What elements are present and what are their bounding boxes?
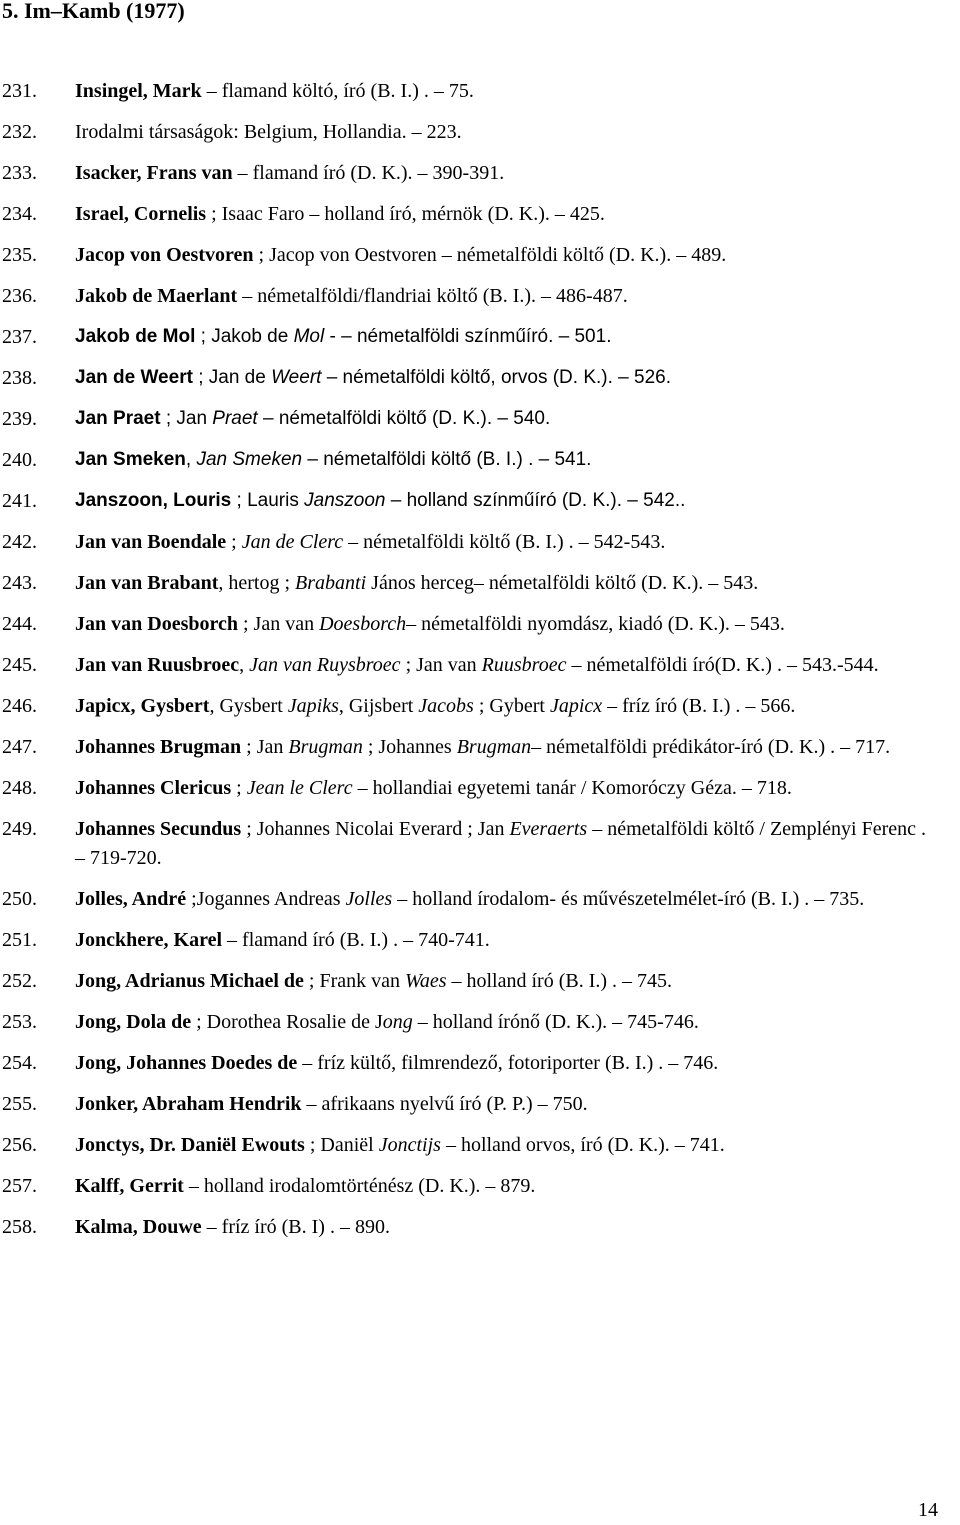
entry-description: – flamand író (B. I.) . – 740-741.	[222, 928, 490, 951]
entry-number: 242.	[2, 531, 37, 553]
entry-number: 231.	[2, 80, 37, 102]
list-item	[0, 77, 960, 106]
entry-text	[75, 967, 960, 996]
entry-alias: Jan Smeken	[196, 449, 303, 470]
entry-description: ; Frank van	[303, 969, 406, 992]
entry-description: ;	[226, 531, 242, 553]
list-item	[0, 405, 960, 434]
entry-alias: Weert	[271, 367, 322, 388]
entry-description: ; Jan	[160, 408, 213, 429]
entry-description: – holland színműíró (D. K.). – 542..	[385, 490, 686, 511]
entry-description: – németalföldi költő / Zemplényi Ferenc . – 719-720.	[75, 818, 927, 869]
entry-number: 234.	[2, 203, 37, 225]
list-item	[0, 159, 960, 188]
entry-description: Irodalmi társaságok: Belgium, Hollandia. – 223.	[75, 121, 462, 143]
entry-alias: Ruusbroec	[481, 654, 567, 676]
entry-text	[75, 241, 960, 270]
entry-description: – németalföldi/flandriai költő (B. I.). – 486-487.	[237, 285, 628, 307]
entry-description: ; Jan van	[238, 613, 320, 635]
entry-text	[75, 487, 960, 516]
entry-description: , hertog ;	[218, 572, 296, 594]
entry-name: Kalff, Gerrit	[75, 1174, 184, 1197]
entry-alias: Jacobs	[418, 695, 474, 717]
entry-number: 254.	[2, 1051, 37, 1074]
list-item	[0, 487, 960, 516]
list-item	[0, 774, 960, 803]
entry-description: ; Johannes	[362, 736, 457, 758]
entry-text	[75, 1213, 960, 1242]
entry-name: Jan Praet	[75, 408, 161, 429]
entry-description: ; Daniël	[304, 1133, 379, 1156]
entry-text	[75, 774, 960, 803]
entry-number: 257.	[2, 1174, 37, 1197]
entry-text	[75, 1172, 960, 1201]
entry-name: Jan Smeken	[75, 449, 186, 470]
entry-description: – afrikaans nyelvű író (P. P.) – 750.	[301, 1092, 588, 1115]
entry-number: 250.	[2, 887, 37, 910]
entry-description: – németalföldi nyomdász, kiadó (D. K.). – 543.	[406, 613, 785, 635]
entry-name: Jan van Boendale	[75, 531, 227, 553]
entry-text	[75, 159, 960, 188]
list-item	[0, 967, 960, 996]
entry-text	[75, 364, 960, 393]
entry-description: , Gysbert	[209, 695, 288, 717]
entry-number: 256.	[2, 1133, 37, 1156]
list-item	[0, 1213, 960, 1242]
entry-alias: ong	[382, 1010, 413, 1033]
entry-number: 233.	[2, 162, 37, 184]
list-item	[0, 1131, 960, 1160]
entry-number: 237.	[2, 326, 37, 348]
entry-name: Jakob de Maerlant	[75, 285, 238, 307]
entry-name: Jan van Ruusbroec	[75, 654, 240, 676]
entry-description: – fríz kültő, filmrendező, fotoriporter (B. I.) . – 746.	[297, 1051, 719, 1074]
entry-text	[75, 528, 960, 557]
entry-text	[75, 926, 960, 955]
entry-alias: Mol	[293, 326, 325, 347]
entry-description: ,	[185, 449, 197, 470]
entry-description: ; Gybert	[473, 695, 550, 717]
entry-description: – németalföldi költő (B. I.) . – 541.	[302, 449, 592, 470]
entry-name: Jan van Brabant	[75, 572, 219, 594]
entry-text	[75, 118, 960, 147]
entry-description: – fríz író (B. I) . – 890.	[201, 1215, 390, 1238]
list-item	[0, 200, 960, 229]
entry-name: Jonker, Abraham Hendrik	[75, 1092, 302, 1115]
list-item	[0, 733, 960, 762]
entry-alias: Japicx	[549, 695, 603, 717]
entry-description: ;Jogannes Andreas	[186, 887, 346, 910]
entry-text	[75, 77, 960, 106]
entry-alias: Praet	[212, 408, 258, 429]
entry-alias: Jolles	[345, 887, 393, 910]
entry-description: – holland író (B. I.) . – 745.	[446, 969, 673, 992]
entry-description: ; Jan de	[192, 367, 272, 388]
entry-text	[75, 815, 960, 872]
entry-number: 253.	[2, 1010, 37, 1033]
entry-description: ; Johannes Nicolai Everard ; Jan	[241, 818, 510, 840]
list-item	[0, 118, 960, 147]
list-item	[0, 885, 960, 914]
entry-name: Johannes Brugman	[75, 736, 242, 758]
section-title: 5. Im–Kamb (1977)	[2, 0, 185, 23]
entry-number: 252.	[2, 969, 37, 992]
entry-number: 235.	[2, 244, 37, 266]
entry-description: ;	[231, 777, 247, 799]
entry-name: Jan de Weert	[75, 367, 193, 388]
entry-description: – németalföldi prédikátor-író (D. K.) . – 717.	[531, 736, 891, 758]
list-item	[0, 446, 960, 475]
list-item	[0, 364, 960, 393]
entry-description: – hollandiai egyetemi tanár / Komoróczy Géza. – 718.	[352, 777, 792, 799]
entry-number: 239.	[2, 408, 37, 430]
list-item	[0, 1172, 960, 1201]
entry-text	[75, 692, 960, 721]
entry-alias: Jonctijs	[378, 1133, 441, 1156]
entry-text	[75, 446, 960, 475]
entry-text	[75, 651, 960, 680]
entry-description: ; Jan	[241, 736, 289, 758]
entry-text	[75, 1131, 960, 1160]
entry-number: 241.	[2, 490, 37, 512]
entry-description: – flamand költó, író (B. I.) . – 75.	[201, 80, 474, 102]
list-item	[0, 1090, 960, 1119]
entry-name: Janszoon, Louris	[75, 490, 232, 511]
entry-description: János herceg– németalföldi költő (D. K.). – 543.	[366, 572, 759, 594]
entry-number: 249.	[2, 818, 37, 840]
entry-number: 243.	[2, 572, 37, 594]
entry-alias: Jan van Ruysbroec	[249, 654, 401, 676]
entry-name: Kalma, Douwe	[75, 1215, 202, 1238]
entry-description: – holland irodalomtörténész (D. K.). – 879.	[183, 1174, 536, 1197]
entry-description: – flamand író (D. K.). – 390-391.	[232, 162, 505, 184]
list-item	[0, 241, 960, 270]
entry-text	[75, 323, 960, 352]
entry-text	[75, 885, 960, 914]
entry-name: Insingel, Mark	[75, 80, 202, 102]
entry-name: Jong, Adrianus Michael de	[75, 969, 304, 992]
entry-text	[75, 405, 960, 434]
entry-text	[75, 610, 960, 639]
entry-name: Jong, Johannes Doedes de	[75, 1051, 298, 1074]
entry-alias: Janszoon	[304, 490, 386, 511]
entry-number: 232.	[2, 121, 37, 143]
entry-description: – németalföldi költő, orvos (D. K.). – 526.	[321, 367, 671, 388]
entry-description: , Gijsbert	[338, 695, 419, 717]
entry-alias: Waes	[405, 969, 447, 992]
entry-description: – holland írónő (D. K.). – 745-746.	[412, 1010, 699, 1033]
entry-number: 247.	[2, 736, 37, 758]
entry-text	[75, 1049, 960, 1078]
entry-description: – németalföldi költő (D. K.). – 540.	[257, 408, 551, 429]
entry-name: Johannes Clericus	[75, 777, 232, 799]
entry-name: Jonctys, Dr. Daniël Ewouts	[75, 1133, 305, 1156]
entry-alias: Brugman	[456, 736, 532, 758]
entry-description: – németalföldi író(D. K.) . – 543.-544.	[566, 654, 879, 676]
entry-name: Jonckhere, Karel	[75, 928, 223, 951]
entry-number: 251.	[2, 928, 37, 951]
entry-description: – fríz író (B. I.) . – 566.	[602, 695, 796, 717]
entry-name: Jan van Doesborch	[75, 613, 238, 635]
entry-text	[75, 282, 960, 311]
entry-description: - – németalföldi színműíró. – 501.	[324, 326, 612, 347]
entry-description: – holland orvos, író (D. K.). – 741.	[440, 1133, 725, 1156]
entry-number: 245.	[2, 654, 37, 676]
entry-alias: Jan de Clerc	[241, 531, 344, 553]
entry-alias: Brugman	[288, 736, 363, 758]
entry-alias: Brabanti	[295, 572, 367, 594]
list-item	[0, 569, 960, 598]
entry-description: ; Jakob de	[195, 326, 294, 347]
entry-number: 246.	[2, 695, 37, 717]
entry-name: Israel, Cornelis	[75, 203, 207, 225]
entry-alias: Everaerts	[509, 818, 588, 840]
entry-number: 255.	[2, 1092, 37, 1115]
entry-description: ,	[239, 654, 250, 676]
entry-text	[75, 200, 960, 229]
entry-description: ; Dorothea Rosalie de J	[191, 1010, 383, 1033]
list-item	[0, 815, 960, 872]
list-item	[0, 926, 960, 955]
list-item	[0, 651, 960, 680]
entry-alias: Doesborch	[319, 613, 407, 635]
entry-name: Johannes Secundus	[75, 818, 242, 840]
entry-description: ; Lauris	[231, 490, 305, 511]
entry-alias: Jean le Clerc	[246, 777, 353, 799]
entry-description: ; Isaac Faro – holland író, mérnök (D. K.). – 425.	[206, 203, 605, 225]
entry-number: 236.	[2, 285, 37, 307]
page-number: 14	[918, 1499, 938, 1521]
entry-description: – németalföldi költő (B. I.) . – 542-543.	[343, 531, 666, 553]
entry-name: Jacop von Oestvoren	[75, 244, 254, 266]
entry-description: ; Jacop von Oestvoren – németalföldi költő (D. K.). – 489.	[253, 244, 727, 266]
entry-name: Jolles, André	[75, 887, 187, 910]
list-item	[0, 282, 960, 311]
entry-alias: Japiks	[287, 695, 339, 717]
entry-name: Jakob de Mol	[75, 326, 196, 347]
entry-text	[75, 1090, 960, 1119]
entry-text	[75, 569, 960, 598]
entry-name: Japicx, Gysbert	[75, 695, 210, 717]
entry-name: Jong, Dola de	[75, 1010, 192, 1033]
entry-description: ; Jan van	[400, 654, 482, 676]
entry-number: 248.	[2, 777, 37, 799]
list-item	[0, 692, 960, 721]
entry-text	[75, 1008, 960, 1037]
list-item	[0, 1008, 960, 1037]
list-item	[0, 323, 960, 352]
entry-number: 240.	[2, 449, 37, 471]
list-item	[0, 528, 960, 557]
list-item	[0, 1049, 960, 1078]
entry-number: 258.	[2, 1215, 37, 1238]
entry-list	[0, 77, 960, 1254]
list-item	[0, 610, 960, 639]
entry-text	[75, 733, 960, 762]
entry-name: Isacker, Frans van	[75, 162, 233, 184]
entry-number: 244.	[2, 613, 37, 635]
entry-description: – holland írodalom- és művészetelmélet-író (B. I.) . – 735.	[392, 887, 865, 910]
entry-number: 238.	[2, 367, 37, 389]
